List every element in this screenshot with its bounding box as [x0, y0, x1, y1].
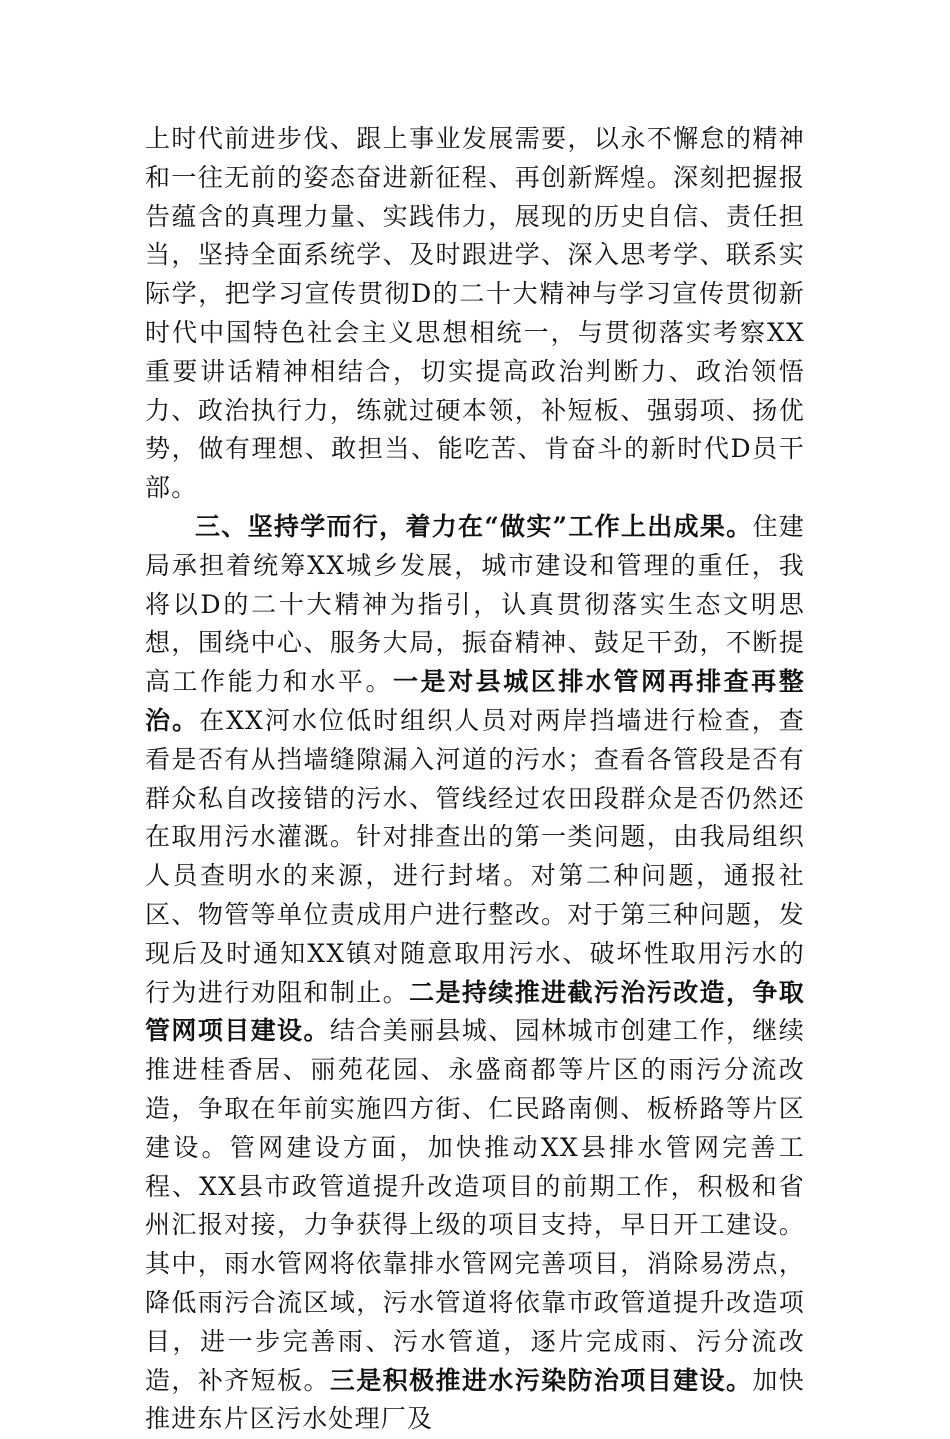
point-heading-two: 二是持续推进截污治污改造，争取管网项目建设。: [145, 977, 805, 1046]
document-page: [145, 120, 805, 1439]
text-segment: 在XX河水位低时组织人员对两岸挡墙进行检查，查看是否有从挡墙缝隙漏入河道的污水；查看各管段是否有群众私自改接错的污水、管线经过农田段群众是否仍然还在取用污水灌溉。针对排查出的第一类问题，由我局组织人员查明水的来源，进行封堵。对第二种问题，通报社区、物管等单位责成用户进行整改。对于第三种问题，发现后及时通知XX镇对随意取用污水、破坏性取用污水的行为进行劝阻和制止。: [145, 705, 805, 1007]
point-heading-three: 三是积极推进水污染防治项目建设。: [329, 1365, 753, 1395]
paragraph-section-three: [145, 508, 805, 1439]
section-heading: 三、坚持学而行，着力在“做实”工作上出成果。: [195, 511, 753, 541]
text-segment: 住建局承担着统筹XX城乡发展，城市建设和管理的重任，我将以D的二十大精神为指引，认真贯彻落实生态文明思想，围绕中心、服务大局，振奋精神、鼓足干劲，不断提高工作能力和水平。: [145, 511, 805, 697]
text-segment: 结合美丽县城、园林城市创建工作，继续推进桂香居、丽苑花园、永盛商都等片区的雨污分流改造，争取在年前实施四方街、仁民路南侧、板桥路等片区建设。管网建设方面，加快推动XX县排水管网完善工程、XX县市政管道提升改造项目的前期工作，积极和省州汇报对接，力争获得上级的项目支持，早日开工建设。其中，雨水管网将依靠排水管网完善项目，消除易涝点，降低雨污合流区域，污水管道将依靠市政管道提升改造项目，进一步完善雨、污水管道，逐片完成雨、污分流改造，补齐短板。: [145, 1016, 805, 1395]
text-segment: 上时代前进步伐、跟上事业发展需要，以永不懈怠的精神和一往无前的姿态奋进新征程、再创新辉煌。深刻把握报告蕴含的真理力量、实践伟力，展现的历史自信、责任担当，坚持全面系统学、及时跟进学、深入思考学、联系实际学，把学习宣传贯彻D的二十大精神与学习宣传贯彻新时代中国特色社会主义思想相统一，与贯彻落实考察XX重要讲话精神相结合，切实提高政治判断力、政治领悟力、政治执行力，练就过硬本领，补短板、强弱项、扬优势，做有理想、敢担当、能吃苦、肯奋斗的新时代D员干部。: [145, 124, 805, 503]
text-segment: 加快推进东片区污水处理厂及: [145, 1365, 805, 1434]
paragraph-continuation: [145, 120, 805, 508]
point-heading-one: 一是对县城区排水管网再排查再整治。: [145, 667, 805, 735]
